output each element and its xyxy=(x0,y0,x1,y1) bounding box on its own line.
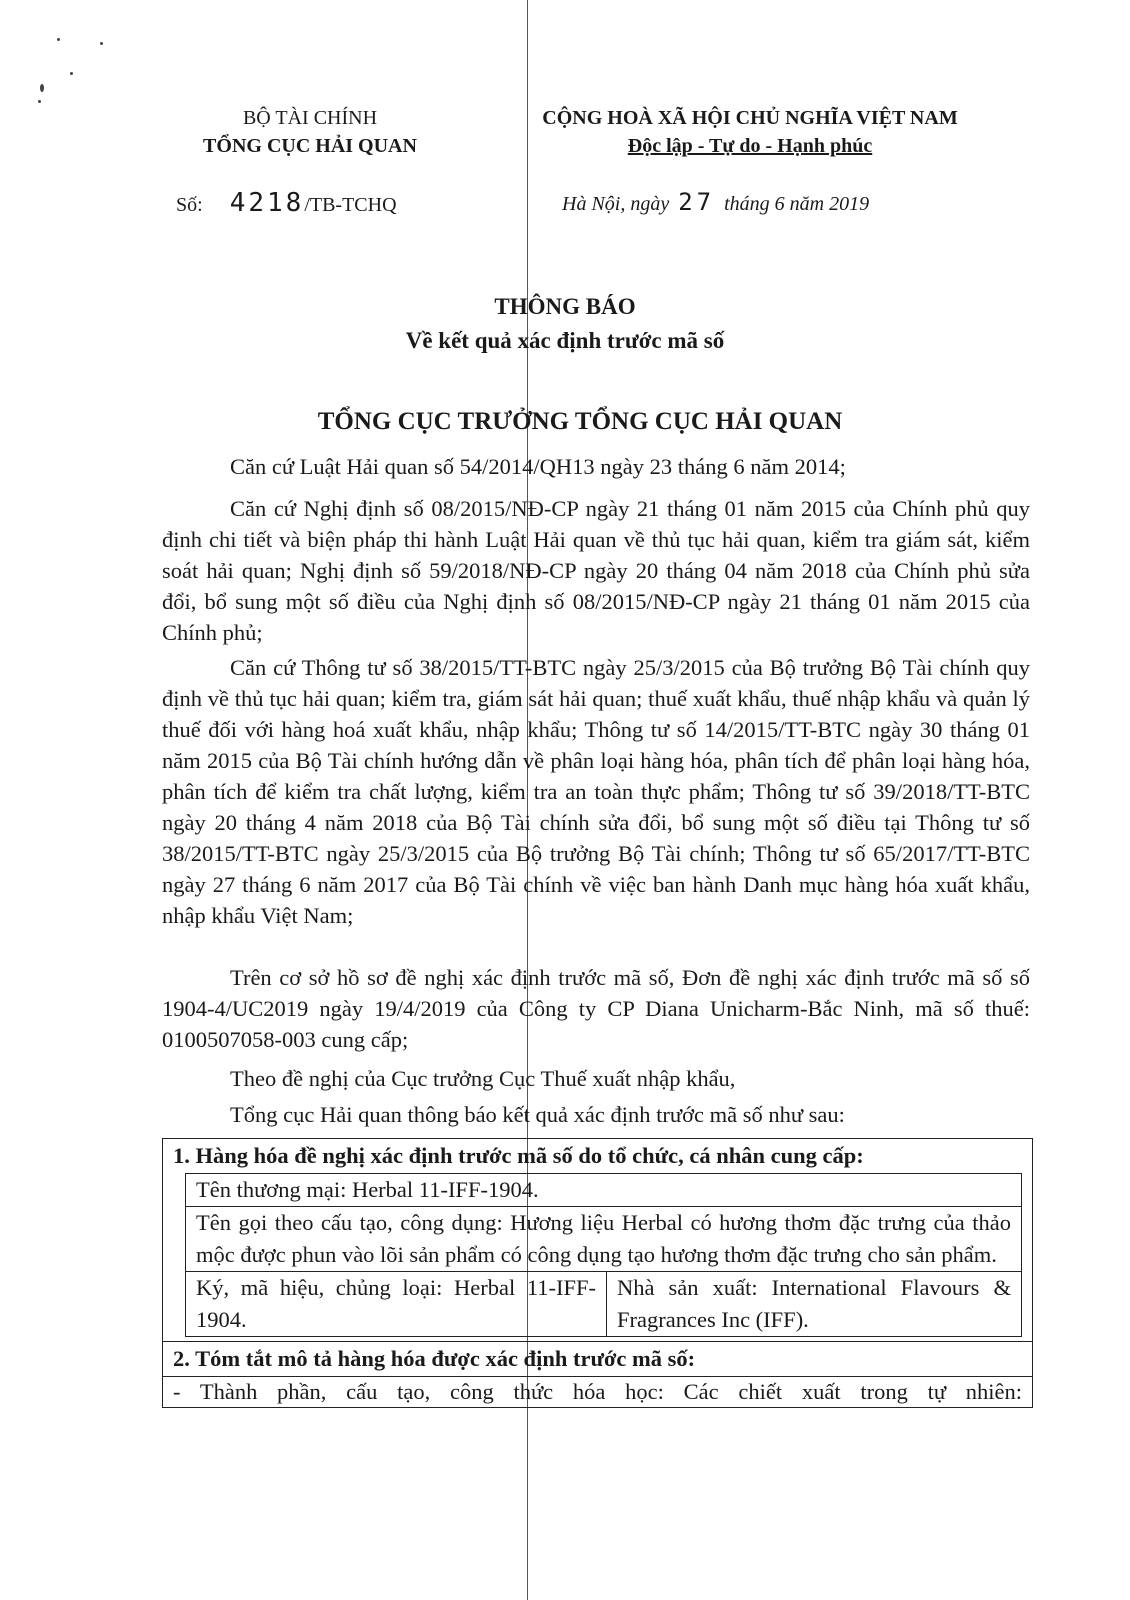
number-suffix: /TB-TCHQ xyxy=(304,194,397,216)
number-label: Số: xyxy=(176,194,203,216)
scan-speck xyxy=(38,100,41,103)
ministry-name: BỘ TÀI CHÍNH xyxy=(242,107,378,129)
composition-line: - Thành phần, cấu tạo, công thức hóa học: Các chiết xuất trong tự nhiên: xyxy=(163,1376,1032,1407)
scan-speck xyxy=(40,84,44,92)
document-title xyxy=(300,290,830,358)
header-left xyxy=(165,104,455,160)
country-name: CỘNG HOÀ XÃ HỘI CHỦ NGHĨA VIỆT NAM xyxy=(542,107,958,129)
document-number xyxy=(176,188,397,218)
motto: Độc lập - Tự do - Hạnh phúc xyxy=(627,135,873,157)
scan-speck xyxy=(57,38,60,41)
title-main: THÔNG BÁO xyxy=(494,294,636,319)
basis-paragraph-1: Căn cứ Luật Hải quan số 54/2014/QH13 ngày 23 tháng 6 năm 2014; xyxy=(230,454,846,479)
document-date xyxy=(562,188,869,216)
scan-speck xyxy=(70,72,73,75)
manufacturer-cell: Nhà sản xuất: International Flavours & Fragrances Inc (IFF). xyxy=(617,1275,1011,1332)
trade-name-row: Tên thương mại: Herbal 11-IFF-1904. xyxy=(186,1174,1021,1207)
section-2-title: 2. Tóm tắt mô tả hàng hóa được xác định trước mã số: xyxy=(163,1341,1032,1376)
classification-table xyxy=(162,1138,1033,1408)
authority-heading: TỔNG CỤC TRƯỞNG TỔNG CỤC HẢI QUAN xyxy=(317,408,843,435)
model-manufacturer-row xyxy=(186,1272,1021,1337)
date-suffix: tháng 6 năm 2019 xyxy=(724,193,870,215)
basis-paragraph-2: Căn cứ Nghị định số 08/2015/NĐ-CP ngày 21 tháng 01 năm 2015 của Chính phủ quy định chi tiết và biện pháp thi hành Luật Hải quan về thủ tục hải quan, kiểm tra giám sát, kiểm soát hải quan; Nghị định số 59/2018/NĐ-CP ngày 20 tháng 04 năm 2018 của Chính phủ sửa đổi, bổ sung một số điều của Nghị định số 08/2015/NĐ-CP ngày 21 tháng 01 năm 2015 của Chính phủ; xyxy=(162,496,1030,645)
header-right xyxy=(500,104,1000,160)
number-handwritten: 4218 xyxy=(229,188,305,218)
model-cell: Ký, mã hiệu, chủng loại: Herbal 11-IFF-1904. xyxy=(186,1272,607,1336)
scan-speck xyxy=(100,42,103,45)
goods-info-table xyxy=(185,1173,1022,1337)
basis-paragraph-4: Trên cơ sở hồ sơ đề nghị xác định trước mã số, Đơn đề nghị xác định trước mã số số 1904-4/UC2019 ngày 19/4/2019 của Công ty CP Diana Unicharm-Bắc Ninh, mã số thuế: 0100507058-003 cung cấp; xyxy=(162,965,1030,1052)
proposal-paragraph: Theo đề nghị của Cục trưởng Cục Thuế xuất nhập khẩu, xyxy=(230,1066,736,1091)
title-sub: Về kết quả xác định trước mã số xyxy=(405,328,725,353)
section-1-title: 1. Hàng hóa đề nghị xác định trước mã số do tổ chức, cá nhân cung cấp: xyxy=(173,1143,864,1168)
announcement-paragraph: Tổng cục Hải quan thông báo kết quả xác định trước mã số như sau: xyxy=(230,1102,845,1127)
date-prefix: Hà Nội, ngày xyxy=(562,193,670,215)
basis-paragraph-3: Căn cứ Thông tư số 38/2015/TT-BTC ngày 25/3/2015 của Bộ trưởng Bộ Tài chính quy định về thủ tục hải quan; kiểm tra, giám sát hải quan; thuế xuất khẩu, thuế nhập khẩu và quản lý thuế đối với hàng hoá xuất khẩu, nhập khẩu; Thông tư số 14/2015/TT-BTC ngày 30 tháng 01 năm 2015 của Bộ Tài chính hướng dẫn về phân loại hàng hóa, phân tích để phân loại hàng hóa, phân tích để kiểm tra chất lượng, kiểm tra an toàn thực phẩm; Thông tư số 39/2018/TT-BTC ngày 20 tháng 4 năm 2018 của Bộ Tài chính sửa đổi, bổ sung một số điều tại Thông tư số 38/2015/TT-BTC ngày 25/3/2015 của Bộ trưởng Bộ Tài chính; Thông tư số 65/2017/TT-BTC ngày 27 tháng 6 năm 2017 của Bộ Tài chính về việc ban hành Danh mục hàng hóa xuất khẩu, nhập khẩu Việt Nam; xyxy=(162,655,1030,928)
date-day: 27 xyxy=(678,188,716,216)
department-name: TỔNG CỤC HẢI QUAN xyxy=(203,135,417,157)
structure-name-row: Tên gọi theo cấu tạo, công dụng: Hương liệu Herbal có hương thơm đặc trưng của thảo mộc được phun vào lõi sản phẩm có công dụng tạo hương thơm đặc trưng cho sản phẩm. xyxy=(186,1207,1021,1272)
